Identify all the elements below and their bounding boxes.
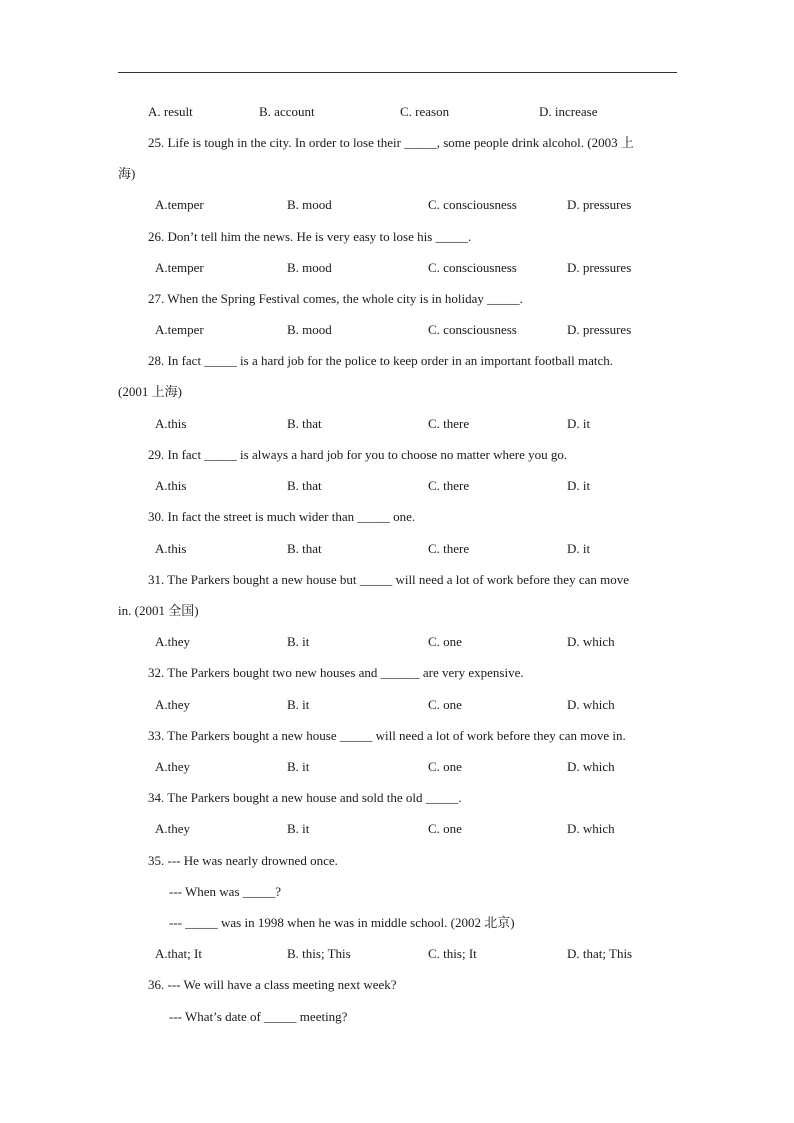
option-c: C. one	[428, 821, 462, 836]
option-a: A.that; It	[155, 946, 202, 961]
option-d: D. that; This	[567, 946, 633, 961]
option-b: B. that	[287, 541, 322, 556]
option-d: D. it	[567, 416, 591, 431]
question-29: 29. In fact _____ is always a hard job for you to choose no matter where you go.	[148, 447, 568, 462]
option-c: C. this; It	[428, 946, 477, 961]
option-c: C. one	[428, 759, 462, 774]
option-d: D. increase	[539, 104, 598, 119]
option-c: C. there	[428, 541, 470, 556]
option-c: C. consciousness	[428, 197, 517, 212]
option-b: B. mood	[287, 197, 332, 212]
option-b: B. account	[259, 104, 315, 119]
question-27: 27. When the Spring Festival comes, the whole city is in holiday _____.	[148, 291, 523, 306]
option-a: A.temper	[155, 322, 204, 337]
option-b: B. it	[287, 697, 310, 712]
question-36: 36. --- We will have a class meeting next week?	[148, 977, 397, 992]
question-32: 32. The Parkers bought two new houses and ______ are very expensive.	[148, 665, 524, 680]
option-c: C. there	[428, 478, 470, 493]
option-b: B. this; This	[287, 946, 351, 961]
option-a: A.temper	[155, 197, 204, 212]
option-c: C. there	[428, 416, 470, 431]
option-c: C. one	[428, 634, 462, 649]
option-b: B. it	[287, 821, 310, 836]
option-c: C. one	[428, 697, 462, 712]
question-25: 25. Life is tough in the city. In order to lose their _____, some people drink alcohol. (2003 上	[148, 135, 634, 150]
question-31-cont: in. (2001 全国)	[118, 603, 199, 618]
option-a: A.temper	[155, 260, 204, 275]
option-d: D. pressures	[567, 197, 632, 212]
question-30: 30. In fact the street is much wider than _____ one.	[148, 509, 416, 524]
question-33: 33. The Parkers bought a new house _____ will need a lot of work before they can move in.	[148, 728, 626, 743]
question-26: 26. Don’t tell him the news. He is very easy to lose his _____.	[148, 229, 472, 244]
option-c: C. consciousness	[428, 322, 517, 337]
option-a: A.this	[155, 478, 187, 493]
header-rule	[118, 72, 677, 73]
option-b: B. mood	[287, 322, 332, 337]
option-d: D. which	[567, 697, 615, 712]
option-a: A.they	[155, 634, 191, 649]
dialogue-line: --- What’s date of _____ meeting?	[169, 1009, 348, 1024]
option-a: A. result	[148, 104, 193, 119]
question-25-cont: 海)	[118, 166, 136, 181]
option-d: D. which	[567, 821, 615, 836]
question-28: 28. In fact _____ is a hard job for the police to keep order in an important football match.	[148, 353, 613, 368]
question-31: 31. The Parkers bought a new house but _____ will need a lot of work before they can move	[148, 572, 629, 587]
question-28-cont: (2001 上海)	[118, 384, 182, 399]
option-b: B. that	[287, 478, 322, 493]
option-d: D. which	[567, 634, 615, 649]
question-34: 34. The Parkers bought a new house and sold the old _____.	[148, 790, 462, 805]
option-b: B. mood	[287, 260, 332, 275]
dialogue-line: --- _____ was in 1998 when he was in middle school. (2002 北京)	[169, 915, 515, 930]
option-a: A.they	[155, 821, 191, 836]
option-b: B. it	[287, 634, 310, 649]
option-c: C. consciousness	[428, 260, 517, 275]
option-a: A.this	[155, 416, 187, 431]
option-d: D. pressures	[567, 260, 632, 275]
option-d: D. pressures	[567, 322, 632, 337]
option-a: A.they	[155, 759, 191, 774]
option-d: D. it	[567, 541, 591, 556]
option-a: A.this	[155, 541, 187, 556]
option-b: B. that	[287, 416, 322, 431]
option-d: D. which	[567, 759, 615, 774]
dialogue-line: --- When was _____?	[169, 884, 282, 899]
option-a: A.they	[155, 697, 191, 712]
option-b: B. it	[287, 759, 310, 774]
option-d: D. it	[567, 478, 591, 493]
question-35: 35. --- He was nearly drowned once.	[148, 853, 338, 868]
option-c: C. reason	[400, 104, 450, 119]
